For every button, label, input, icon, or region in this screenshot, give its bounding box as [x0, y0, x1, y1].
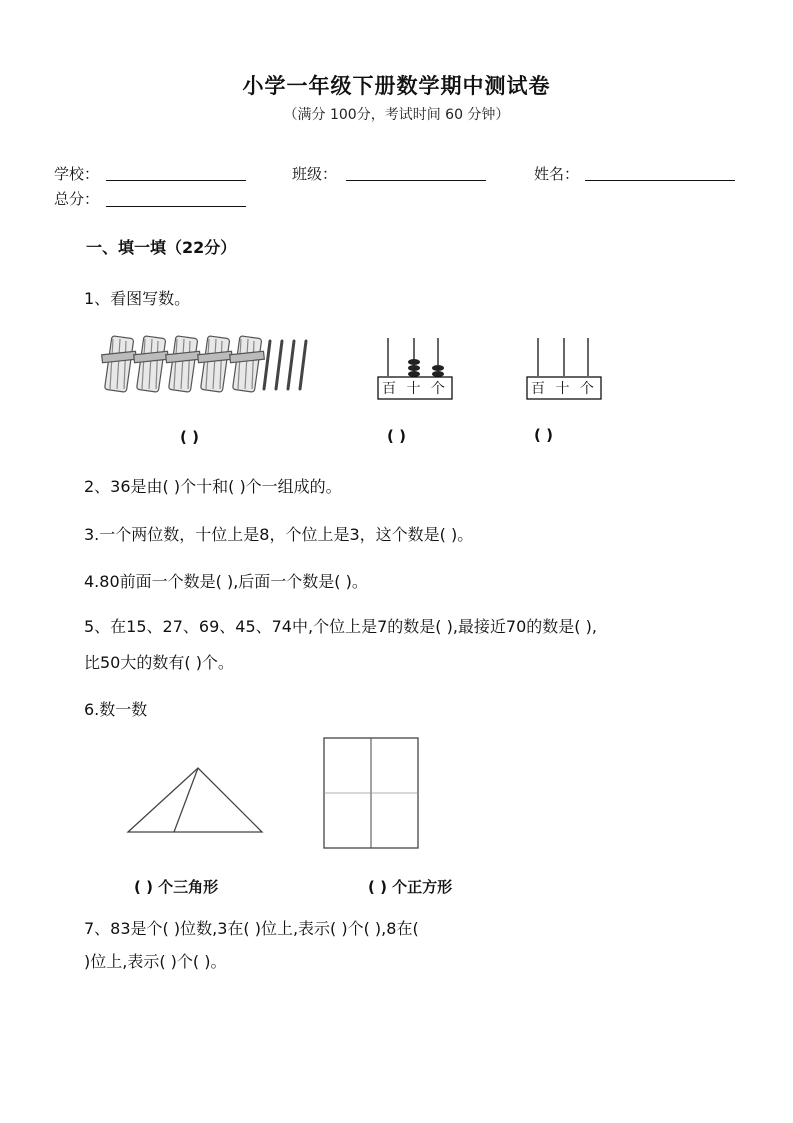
- total-label: 总分：: [54, 190, 100, 208]
- abacus-label-hundreds: 百: [531, 381, 545, 397]
- question-2: 2、36是由( )个十和( )个一组成的。: [84, 477, 342, 496]
- q6-triangle-answer[interactable]: ( ) 个三角形: [134, 878, 219, 896]
- q1-answer-1[interactable]: ( ): [180, 428, 199, 446]
- question-1: 1、看图写数。: [84, 289, 191, 308]
- total-blank[interactable]: [106, 205, 246, 207]
- name-label: 姓名：: [534, 165, 580, 183]
- class-label: 班级：: [292, 165, 338, 183]
- school-field: [54, 163, 99, 184]
- abacus-label-tens: 十: [406, 381, 421, 397]
- abacus-label-ones: 个: [430, 381, 445, 397]
- abacus-label-hundreds: 百: [382, 381, 396, 397]
- square-grid-figure: [318, 732, 424, 852]
- page-subtitle: （满分 100分，考试时间 60 分钟）: [283, 107, 510, 123]
- q1-answer-2[interactable]: ( ): [387, 427, 406, 445]
- abacus-label-ones: 个: [579, 381, 594, 397]
- school-label: 学校：: [54, 165, 100, 183]
- question-5-line-1: 5、在15、27、69、45、74中,个位上是7的数是( ),最接近70的数是( ),: [84, 617, 597, 636]
- abacus-1-labels: [382, 378, 445, 398]
- question-7-line-2: )位上,表示( )个( )。: [84, 952, 227, 971]
- abacus-label-tens: 十: [555, 381, 570, 397]
- class-blank[interactable]: [346, 179, 486, 181]
- page-title: 小学一年级下册数学期中测试卷: [242, 73, 551, 98]
- q1-answer-3[interactable]: ( ): [534, 426, 553, 444]
- question-4: 4.80前面一个数是( ),后面一个数是( )。: [84, 572, 368, 591]
- single-sticks-icon: [264, 341, 306, 389]
- class-field: [292, 163, 337, 184]
- question-3: 3.一个两位数，十位上是8，个位上是3，这个数是( )。: [84, 525, 474, 544]
- school-blank[interactable]: [106, 179, 246, 181]
- q6-square-answer[interactable]: ( ) 个正方形: [368, 878, 453, 896]
- name-blank[interactable]: [585, 179, 735, 181]
- name-field: [534, 163, 579, 184]
- triangle-figure: [120, 760, 270, 840]
- question-6: 6.数一数: [84, 700, 148, 719]
- stick-bundle-icon: [102, 336, 137, 393]
- total-field: [54, 188, 99, 209]
- stick-bundles-figure: [100, 325, 315, 400]
- question-5-line-2: 比50大的数有( )个。: [84, 653, 234, 672]
- abacus-2-labels: [531, 378, 594, 398]
- question-7-line-1: 7、83是个( )位数,3在( )位上,表示( )个( ),8在(: [84, 919, 419, 938]
- section-1-heading: 一、填一填（22分）: [86, 238, 237, 257]
